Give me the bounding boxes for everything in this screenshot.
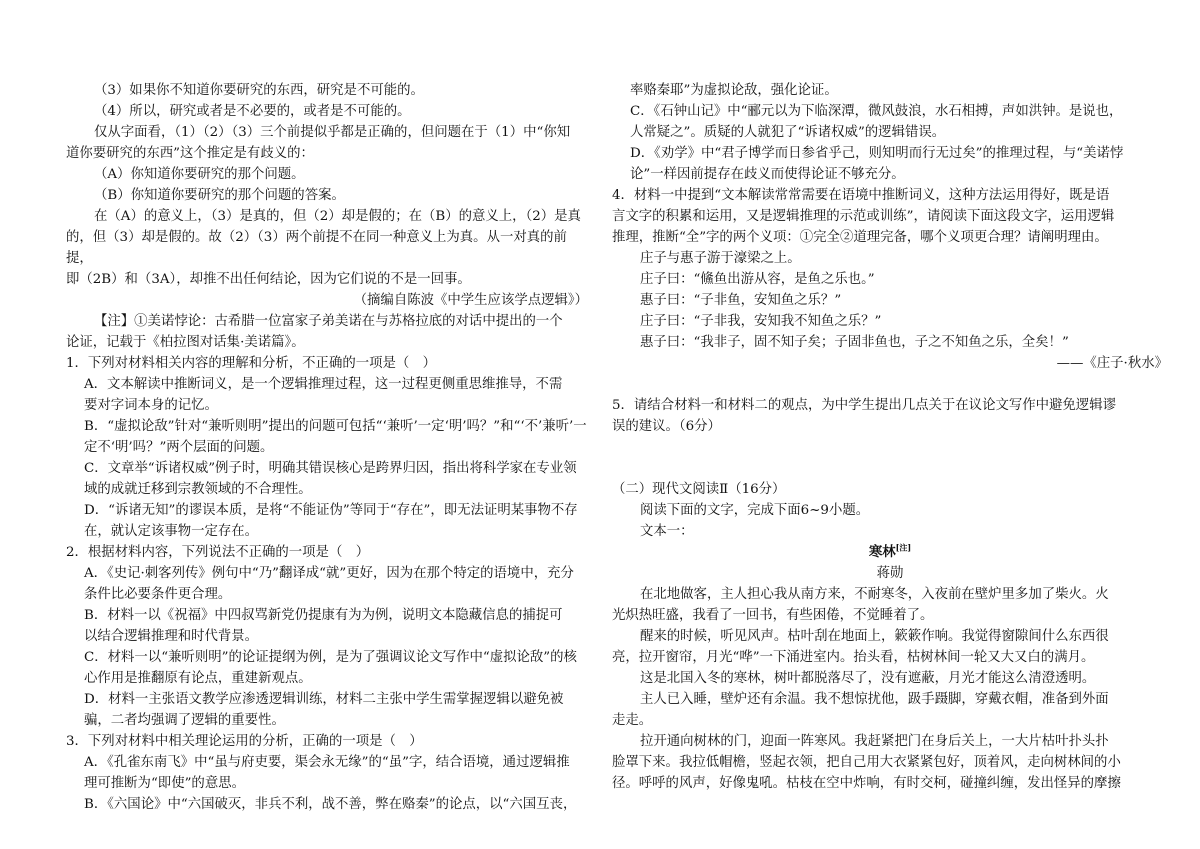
article-title [612, 542, 1168, 563]
article-line: 拉开通向树林的门，迎面一阵寒风。我赶紧把门在身后关上，一大片枯叶扑头扑 [640, 734, 1109, 749]
premise-4: （4）所以，研究或者是不必要的，或者是不可能的。 [94, 104, 411, 119]
question-4-stem: 言文字的积累和运用，又是逻辑推理的示范或训练”，请阅读下面这段文字，运用逻辑 [612, 209, 1115, 224]
question-1-option-b[interactable]: B．“虚拟论敌”针对“兼听则明”提出的问题可包括“‘兼听’一定‘明’吗？”和“‘不’兼听’一 定不‘明’吗？”两个层面的问题。 [84, 419, 587, 455]
article-title-text: 寒林 [868, 544, 896, 560]
article-line: 径。呼呼的风声，好像鬼吼。枯枝在空中炸响，有时交柯，碰撞纠缠，发出怪异的摩擦 [612, 776, 1121, 791]
question-3-option-d[interactable]: D．《劝学》中“君子博学而日参省乎己，则知明而行无过矣”的推理过程，与“美诺悖 论”一样因前提存在歧义而使得论证不够充分。 [630, 146, 1124, 182]
question-1-stem: 1．下列对材料相关内容的理解和分析，不正确的一项是（ ） [66, 356, 437, 371]
question-5-stem: 5．请结合材料一和材料二的观点，为中学生提出几点关于在议论文写作中避免逻辑谬 [612, 398, 1116, 413]
zhuangzi-source: ——《庄子·秋水》 [1056, 356, 1168, 371]
question-2-option-b[interactable]: B．材料一以《祝福》中四叔骂新党仍提康有为为例，说明文本隐藏信息的捕捉可 以结合逻辑推理和时代背景。 [84, 608, 563, 644]
article-line: 亮，拉开窗帘，月光“哗”一下涌进室内。抬头看，枯树林间一轮又大又白的满月。 [612, 650, 1095, 665]
question-3-option-b-continued[interactable]: 率赂秦耶”为虚拟论敌，强化论证。 [630, 83, 838, 98]
paragraph-line: 即（2B）和（3A），却推不出任何结论，因为它们说的不是一回事。 [66, 272, 471, 287]
paragraph-line: 道你要研究的东西”这个推定是有歧义的： [66, 146, 314, 161]
question-1-option-a[interactable]: A．文本解读中推断词义，是一个逻辑推理过程，这一过程更侧重思维推导，不需 要对字词本身的记忆。 [84, 377, 563, 413]
zhuangzi-line: 惠子曰：“我非子，固不知子矣；子固非鱼也，子之不知鱼之乐，全矣！” [640, 335, 1069, 350]
zhuangzi-line: 惠子曰：“子非鱼，安知鱼之乐？” [640, 293, 842, 308]
spacer [612, 374, 1168, 395]
section-instruction: 阅读下面的文字，完成下面6~9小题。 [640, 503, 870, 518]
question-3-stem: 3．下列对材料中相关理论运用的分析，正确的一项是（ ） [66, 734, 423, 749]
question-2-stem: 2．根据材料内容，下列说法不正确的一项是（ ） [66, 545, 370, 560]
article-line: 走走。 [612, 713, 653, 728]
right-column [612, 80, 1168, 794]
article-line: 脸罩下来。我拉低帽檐，竖起衣领，把自己用大衣紧紧包好，顶着风，走向树林间的小 [612, 755, 1121, 770]
note-line: 【注】①美诺悖论：古希腊一位富家子弟美诺在与苏格拉底的对话中提出的一个 [94, 314, 563, 329]
article-author: 蒋勋 [876, 566, 904, 581]
zhuangzi-line: 庄子与惠子游于濠梁之上。 [640, 251, 801, 266]
question-1-option-d[interactable]: D．“诉诸无知”的谬误本质，是将“不能证伪”等同于“存在”，即无法证明某事物不存 在，就认定该事物一定存在。 [84, 503, 578, 539]
article-line: 主人已入睡，壁炉还有余温。我不想惊扰他，趿手蹑脚，穿戴衣帽，准备到外面 [640, 692, 1109, 707]
article-line: 在北地做客，主人担心我从南方来，不耐寒冬，入夜前在壁炉里多加了柴火。火 [640, 587, 1109, 602]
meaning-b: （B）你知道你要研究的那个问题的答案。 [94, 188, 345, 203]
question-4-stem: 4．材料一中提到“文本解读常常需要在语境中推断词义，这种方法运用得好，既是语 [612, 188, 1110, 203]
paragraph-line: 在（A）的意义上，（3）是真的，但（2）却是假的；在（B）的意义上，（2）是真 [94, 209, 581, 224]
left-column [66, 80, 588, 815]
question-3-option-a[interactable]: A．《孔雀东南飞》中“虽与府吏要，渠会永无缘”的“虽”字，结合语境，通过逻辑推 理可推断为“即使”的意思。 [84, 755, 570, 791]
question-4-stem: 推理，推断“全”字的两个义项：①完全②道理完备，哪个义项更合理？请阐明理由。 [612, 230, 1108, 245]
article-line: 醒来的时候，听见风声。枯叶刮在地面上，簌簌作响。我觉得窗隙间什么东西很 [640, 629, 1109, 644]
question-3-option-c[interactable]: C．《石钟山记》中“郦元以为下临深潭，微风鼓浪，水石相搏，声如洪钟。是说也， 人常疑之”。质疑的人就犯了“诉诸权威”的逻辑错误。 [630, 104, 1123, 140]
note-line: 论证，记载于《柏拉图对话集·美诺篇》。 [66, 335, 305, 350]
text-label: 文本一： [640, 524, 694, 539]
paragraph-line: 仅从字面看，（1）（2）（3）三个前提似乎都是正确的，但问题在于（1）中“你知 [94, 125, 571, 140]
question-2-option-c[interactable]: C．材料一以“兼听则明”的论证提纲为例，是为了强调议论文写作中“虚拟论敌”的核 心作用是推翻原有论点，重建新观点。 [84, 650, 577, 686]
premise-3: （3）如果你不知道你要研究的东西，研究是不可能的。 [94, 83, 424, 98]
zhuangzi-line: 庄子曰：“鯈鱼出游从容，是鱼之乐也。” [640, 272, 875, 287]
zhuangzi-line: 庄子曰：“子非我，安知我不知鱼之乐？” [640, 314, 882, 329]
question-5-stem: 误的建议。（6分） [612, 419, 721, 434]
article-line: 光炽热旺盛，我看了一回书，有些困倦，不觉睡着了。 [612, 608, 934, 623]
answer-space [612, 437, 1168, 479]
question-3-option-b[interactable]: B．《六国论》中“六国破灭，非兵不利，战不善，弊在赂秦”的论点，以“六国互丧， [84, 797, 577, 812]
question-2-option-a[interactable]: A．《史记·刺客列传》例句中“乃”翻译成“就”更好，因为在那个特定的语境中，充分 条件比必要条件更合理。 [84, 566, 574, 602]
paragraph-line: 的，但（3）却是假的。故（2）（3）两个前提不在同一种意义上为真。从一对真的前提， [66, 230, 567, 266]
source-citation: （摘编自陈波《中学生应该学点逻辑》） [353, 293, 588, 308]
article-line: 这是北国入冬的寒林，树叶都脱落尽了，没有遮蔽，月光才能这么清澄透明。 [640, 671, 1096, 686]
meaning-a: （A）你知道你要研究的那个问题。 [94, 167, 305, 182]
section-heading: （二）现代文阅读Ⅱ（16分） [612, 482, 786, 497]
question-2-option-d[interactable]: D．材料一主张语文教学应渗透逻辑训练，材料二主张中学生需掌握逻辑以避免被 骗，二者均强调了逻辑的重要性。 [84, 692, 564, 728]
question-1-option-c[interactable]: C．文章举“诉诸权威”例子时，明确其错误核心是跨界归因，指出将科学家在专业领 域的成就迁移到宗教领域的不合理性。 [84, 461, 577, 497]
title-note-marker: [注] [895, 542, 912, 553]
